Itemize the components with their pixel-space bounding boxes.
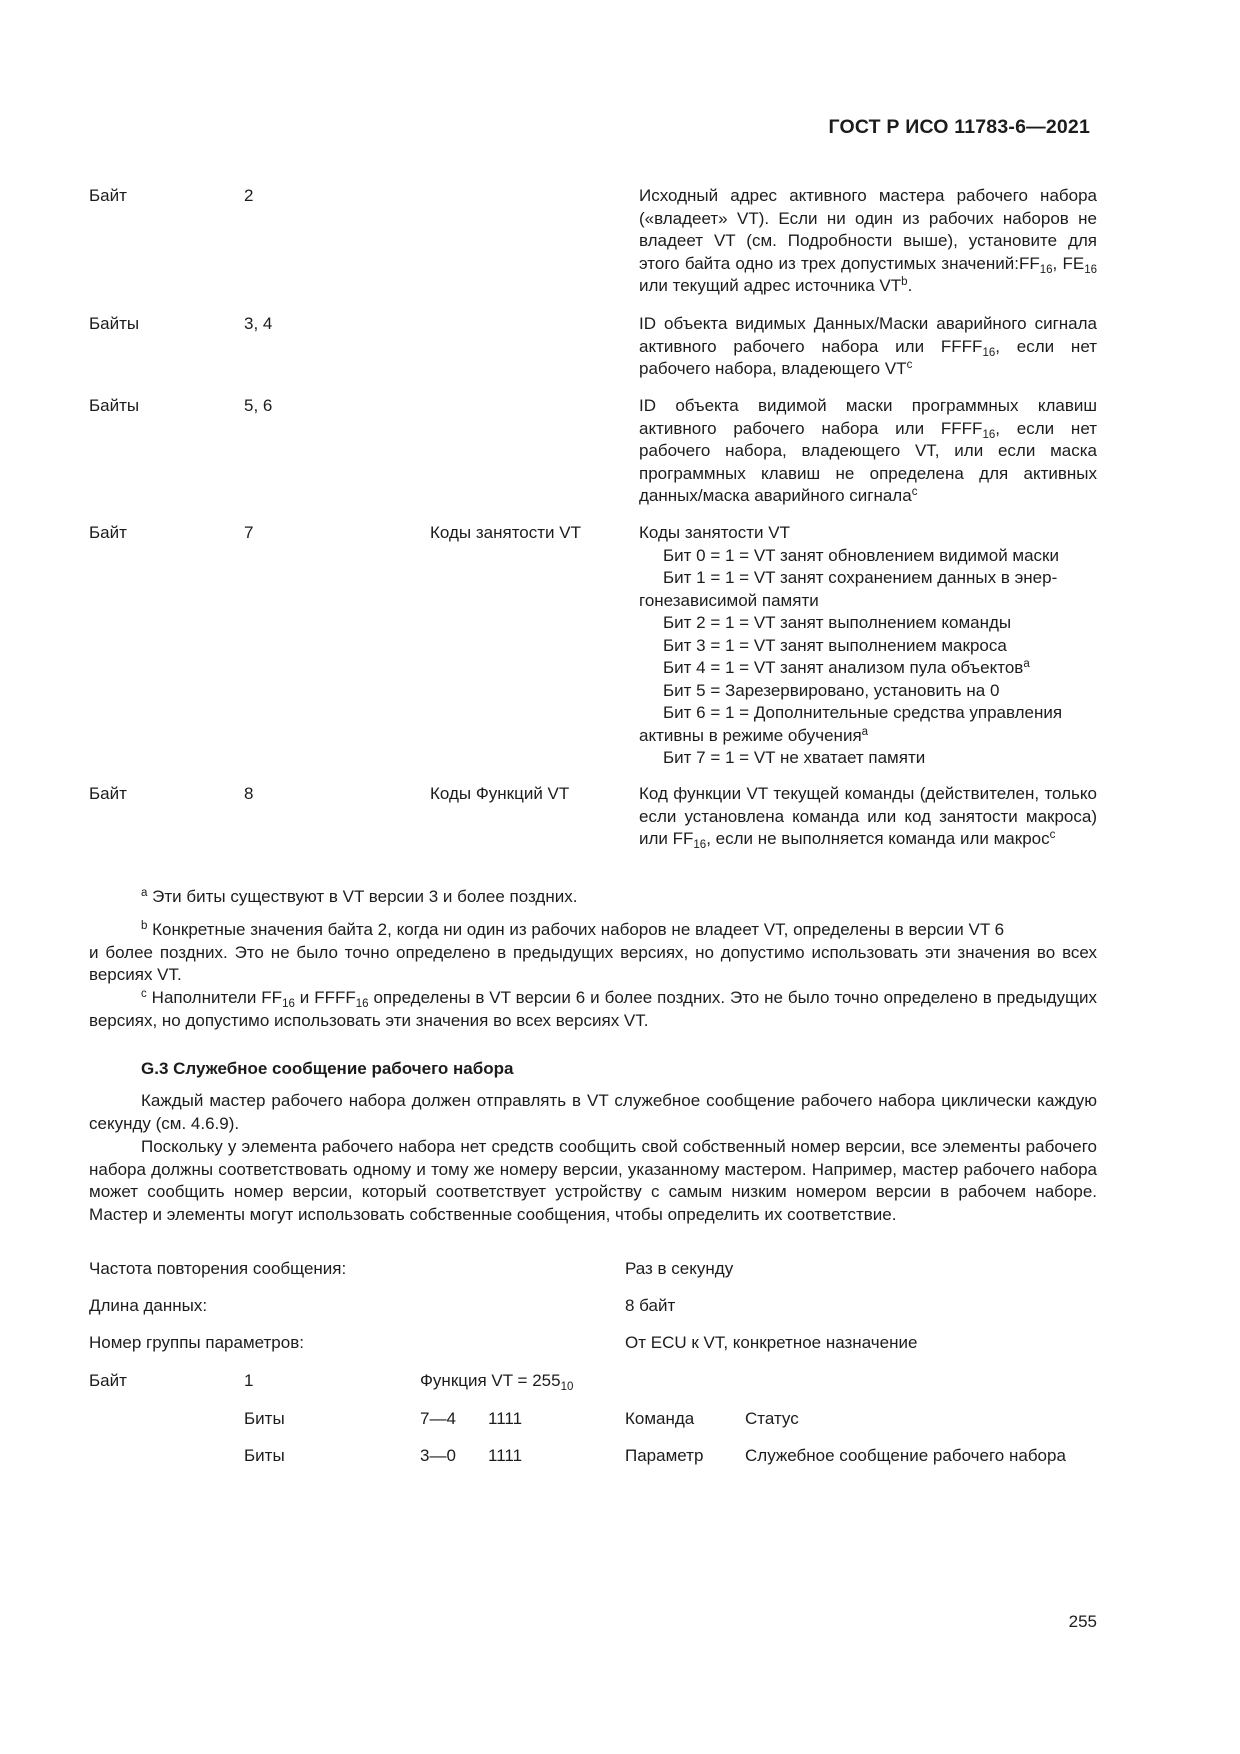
subscript: 10: [560, 1381, 574, 1393]
desc-text: ID объекта видимых Данных/Маски аварийного сигнала активного рабочего набора или FFFF: [639, 314, 1097, 356]
footnote-text: определены в VT версии 6 и более поздних. Это не было точно определено в предыдущих версиях, но допустимо использовать эти значения во всех версиях VT.: [89, 988, 1098, 1030]
document-header: ГОСТ Р ИСО 11783-6—2021: [828, 116, 1090, 138]
param-value: От ECU к VT, конкретное назначение: [625, 1333, 918, 1352]
desc-text: Код функции VT текущей команды (действителен, только если установлена команда или код занятости макроса) или FF: [639, 784, 1097, 848]
footnote-mark: a: [1023, 658, 1030, 670]
bit-line: [639, 657, 1097, 680]
bit-text: активны в режиме обучения: [639, 725, 862, 745]
row-label: Байты: [89, 396, 140, 415]
section-paragraph: Каждый мастер рабочего набора должен отправлять в VT служебное сообщение рабочего набора циклически каждую секунду (см. 4.6.9).: [89, 1091, 1097, 1133]
bits-description: Служебное сообщение рабочего набора: [745, 1446, 1066, 1465]
row-label: Байт: [89, 784, 127, 803]
row-description: [639, 395, 1097, 508]
function-label: [420, 1370, 573, 1393]
row-label: Байт: [89, 186, 127, 205]
bit-text: Бит 4 = 1 = VT занят анализом пула объектов: [663, 658, 1024, 677]
row-description: [639, 783, 1097, 851]
desc-text: Исходный адрес активного мастера рабочего набора («владеет» VT). Если ни один из рабочих наборов не владеет VT (см. Подробности выше), установите для этого байта одно из трех допустимых значений:FF: [639, 186, 1097, 273]
subscript: 16: [355, 998, 369, 1010]
subscript: 16: [1084, 263, 1097, 276]
subscript: 16: [1039, 263, 1053, 276]
bit-line: [639, 725, 1097, 748]
subscript: 16: [282, 998, 295, 1010]
bit-line: Бит 1 = 1 = VT занят сохранением данных в энер-: [663, 568, 1058, 587]
row-description: [639, 522, 1097, 770]
footnote-mark: a: [141, 887, 148, 899]
bits-range: 3—0: [420, 1446, 456, 1465]
row-name: Коды занятости VT: [430, 523, 581, 542]
row-label: Байт: [89, 523, 127, 542]
bits-value: 1111: [488, 1409, 523, 1428]
param-value: 8 байт: [625, 1296, 676, 1315]
byte-number: 1: [244, 1371, 254, 1390]
footnote-text: и FFFF: [294, 988, 356, 1007]
bits-label: Биты: [244, 1409, 285, 1428]
desc-text: , FE: [1052, 253, 1085, 273]
footnote-c: [89, 987, 1097, 1032]
bits-description: Статус: [745, 1409, 799, 1428]
bits-value: 1111: [488, 1446, 523, 1465]
page-number: 255: [1068, 1612, 1097, 1631]
desc-text: или текущий адрес источника VT: [639, 276, 902, 295]
footnote-b: [89, 919, 1097, 987]
row-description: [639, 185, 1097, 298]
row-number: 7: [244, 523, 254, 542]
param-label: Длина данных:: [89, 1296, 208, 1315]
bits-label: Биты: [244, 1446, 285, 1465]
row-number: 5, 6: [244, 396, 273, 415]
footnote-mark: b: [141, 920, 148, 932]
row-number: 8: [244, 784, 254, 803]
footnote-mark: c: [141, 988, 147, 1000]
footnote-mark: c: [906, 359, 913, 371]
subscript: 16: [693, 839, 707, 851]
bit-line: Бит 0 = 1 = VT занят обновлением видимой маски: [663, 545, 1059, 565]
param-label: Частота повторения сообщения:: [89, 1259, 347, 1278]
bits-type: Параметр: [625, 1446, 704, 1465]
desc-text: ID объекта видимой маски программных клавиш активного рабочего набора или FFFF: [639, 396, 1097, 438]
bit-line: Бит 6 = 1 = Дополнительные средства управления: [663, 703, 1063, 722]
bit-line: Бит 3 = 1 = VT занят выполнением макроса: [663, 635, 1007, 655]
desc-text: , если не выполняется команда или макрос: [706, 829, 1050, 848]
footnote-a: [89, 886, 1097, 909]
row-label: Байты: [89, 314, 140, 333]
bits-type: Команда: [625, 1409, 695, 1428]
subscript: 16: [982, 428, 996, 441]
footnote-text: Конкретные значения байта 2, когда ни один из рабочих наборов не владеет VT, определены в версии VT 6: [147, 920, 1005, 939]
bit-line: Бит 5 = Зарезервировано, установить на 0: [663, 680, 1000, 700]
footnote-text: Наполнители FF: [146, 988, 283, 1007]
row-number: 3, 4: [244, 314, 273, 333]
section-heading: G.3 Служебное сообщение рабочего набора: [141, 1059, 514, 1078]
byte-label: Байт: [89, 1371, 127, 1390]
row-number: 2: [244, 186, 254, 205]
row-description: [639, 313, 1097, 381]
footnote-mark: a: [861, 725, 869, 738]
row-name: Коды Функций VT: [430, 784, 570, 803]
desc-text: , если нет рабочего набора, владеющего VT: [639, 336, 1097, 378]
desc-title: Коды занятости VT: [639, 523, 790, 542]
section-paragraph: Поскольку у элемента рабочего набора нет средств сообщить свой собственный номер версии, все элементы рабочего набора должны соответствовать одному и тому же номеру версии, указанному мастером. Например, мастер рабочего набора может сообщить номер версии, который соответствует устройству с самым низким номером версии в рабочем наборе. Мастер и элементы могут использовать собственные сообщения, чтобы определить их соответствие.: [89, 1137, 1097, 1224]
function-text: Функция VT = 255: [420, 1371, 561, 1390]
param-value: Раз в секунду: [625, 1259, 734, 1278]
bits-range: 7—4: [420, 1409, 456, 1428]
bit-line: Бит 7 = 1 = VT не хватает памяти: [663, 748, 926, 767]
bit-line: гонезависимой памяти: [639, 590, 819, 610]
desc-text: , если нет рабочего набора, владеющего VT, или если маска программных клавиш не определена для активных данных/маска аварийного сигнала: [639, 418, 1097, 505]
footnote-mark: c: [911, 486, 918, 498]
footnote-text: Эти биты существуют в VT версии 3 и более поздних.: [147, 887, 578, 906]
footnote-text: и более поздних. Это не было точно определено в предыдущих версиях, но допустимо использовать эти значения во всех версиях VT.: [89, 942, 1097, 984]
desc-text: .: [907, 276, 913, 295]
footnote-mark: b: [901, 276, 908, 288]
bit-line: Бит 2 = 1 = VT занят выполнением команды: [663, 613, 1012, 632]
param-label: Номер группы параметров:: [89, 1333, 304, 1352]
subscript: 16: [982, 346, 996, 359]
footnote-mark: c: [1049, 829, 1056, 841]
